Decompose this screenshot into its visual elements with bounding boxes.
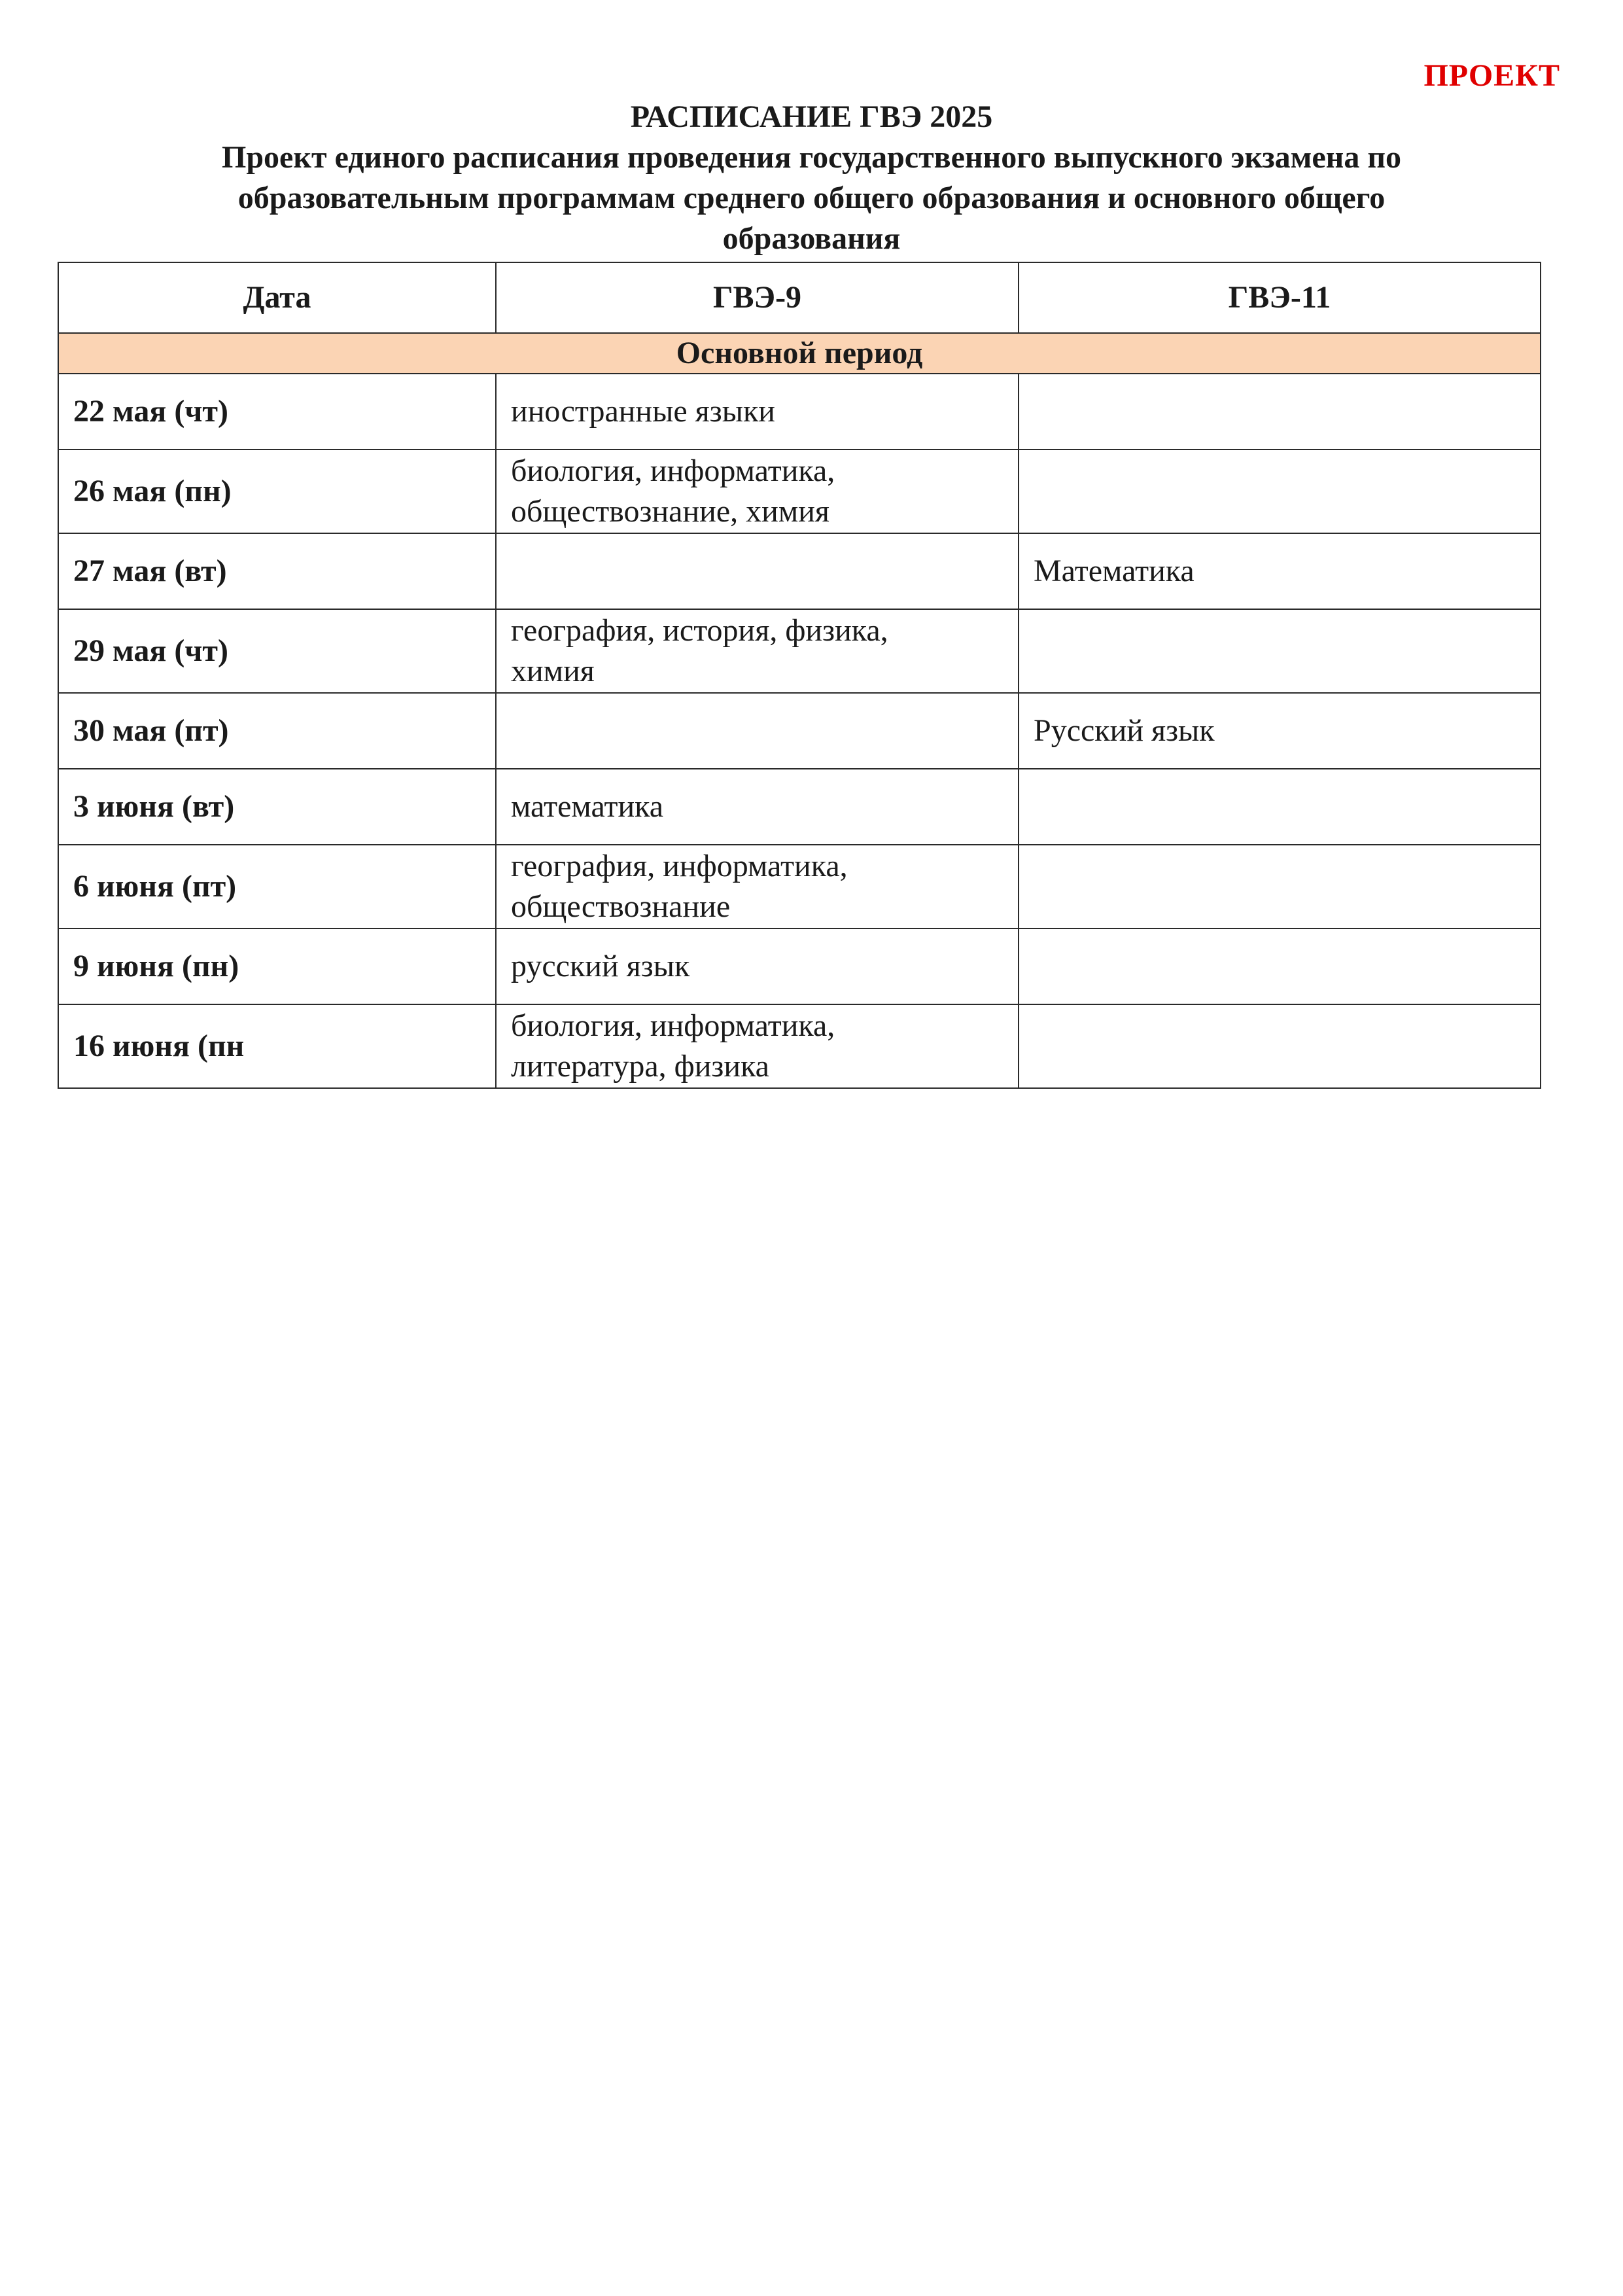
subject-line: обществознание, химия [511, 494, 829, 529]
cell-gve11 [1019, 845, 1541, 928]
period-label: Основной период [58, 333, 1541, 374]
subject-line: география, информатика, [511, 849, 848, 883]
table-row [58, 450, 1541, 533]
document-subtitle [131, 137, 1492, 259]
subject-line: обществознание [511, 889, 731, 924]
subject-line: русский язык [511, 949, 690, 983]
cell-gve11 [1019, 1004, 1541, 1088]
subject-line: биология, информатика, [511, 1008, 835, 1043]
subtitle-line: Проект единого расписания проведения государственного выпускного экзамена по [222, 140, 1401, 175]
cell-gve9 [496, 928, 1019, 1004]
table-header-row [58, 262, 1541, 333]
column-header-date: Дата [58, 262, 496, 333]
table-row [58, 533, 1541, 609]
table-body [58, 333, 1541, 1088]
table-row [58, 928, 1541, 1004]
subtitle-line: образования [722, 221, 901, 256]
subject-line: география, история, физика, [511, 613, 888, 648]
table-row [58, 845, 1541, 928]
cell-date: 30 мая (пт) [58, 693, 496, 769]
subject-line: химия [511, 654, 595, 688]
document-title: РАСПИСАНИЕ ГВЭ 2025 [630, 99, 993, 134]
column-header-gve9: ГВЭ-9 [496, 262, 1019, 333]
cell-gve11 [1019, 769, 1541, 845]
cell-gve9 [496, 769, 1019, 845]
cell-gve11 [1019, 374, 1541, 450]
cell-gve9 [496, 533, 1019, 609]
cell-date: 9 июня (пн) [58, 928, 496, 1004]
subject-line: математика [511, 789, 664, 824]
cell-gve9 [496, 450, 1019, 533]
draft-stamp: ПРОЕКТ [1423, 58, 1560, 93]
subject-line: иностранные языки [511, 394, 775, 429]
cell-date: 3 июня (вт) [58, 769, 496, 845]
cell-date: 22 мая (чт) [58, 374, 496, 450]
subject-line: Русский язык [1034, 713, 1215, 748]
table-row [58, 374, 1541, 450]
period-row [58, 333, 1541, 374]
cell-gve11 [1019, 450, 1541, 533]
cell-date: 6 июня (пт) [58, 845, 496, 928]
subtitle-line: образовательным программам среднего общего образования и основного общего [237, 181, 1386, 215]
cell-date: 27 мая (вт) [58, 533, 496, 609]
cell-gve11 [1019, 533, 1541, 609]
table-row [58, 1004, 1541, 1088]
cell-gve11 [1019, 609, 1541, 693]
subject-line: литература, физика [511, 1049, 769, 1084]
exam-schedule-table [58, 262, 1541, 1089]
subject-line: биология, информатика, [511, 453, 835, 488]
subject-line: Математика [1034, 554, 1195, 588]
table-row [58, 693, 1541, 769]
cell-gve9 [496, 609, 1019, 693]
cell-date: 29 мая (чт) [58, 609, 496, 693]
table-row [58, 769, 1541, 845]
cell-gve9 [496, 845, 1019, 928]
cell-gve9 [496, 374, 1019, 450]
cell-date: 16 июня (пн [58, 1004, 496, 1088]
cell-gve9 [496, 693, 1019, 769]
table-row [58, 609, 1541, 693]
cell-date: 26 мая (пн) [58, 450, 496, 533]
cell-gve11 [1019, 693, 1541, 769]
document-heading [131, 97, 1492, 259]
column-header-gve11: ГВЭ-11 [1019, 262, 1541, 333]
cell-gve9 [496, 1004, 1019, 1088]
cell-gve11 [1019, 928, 1541, 1004]
